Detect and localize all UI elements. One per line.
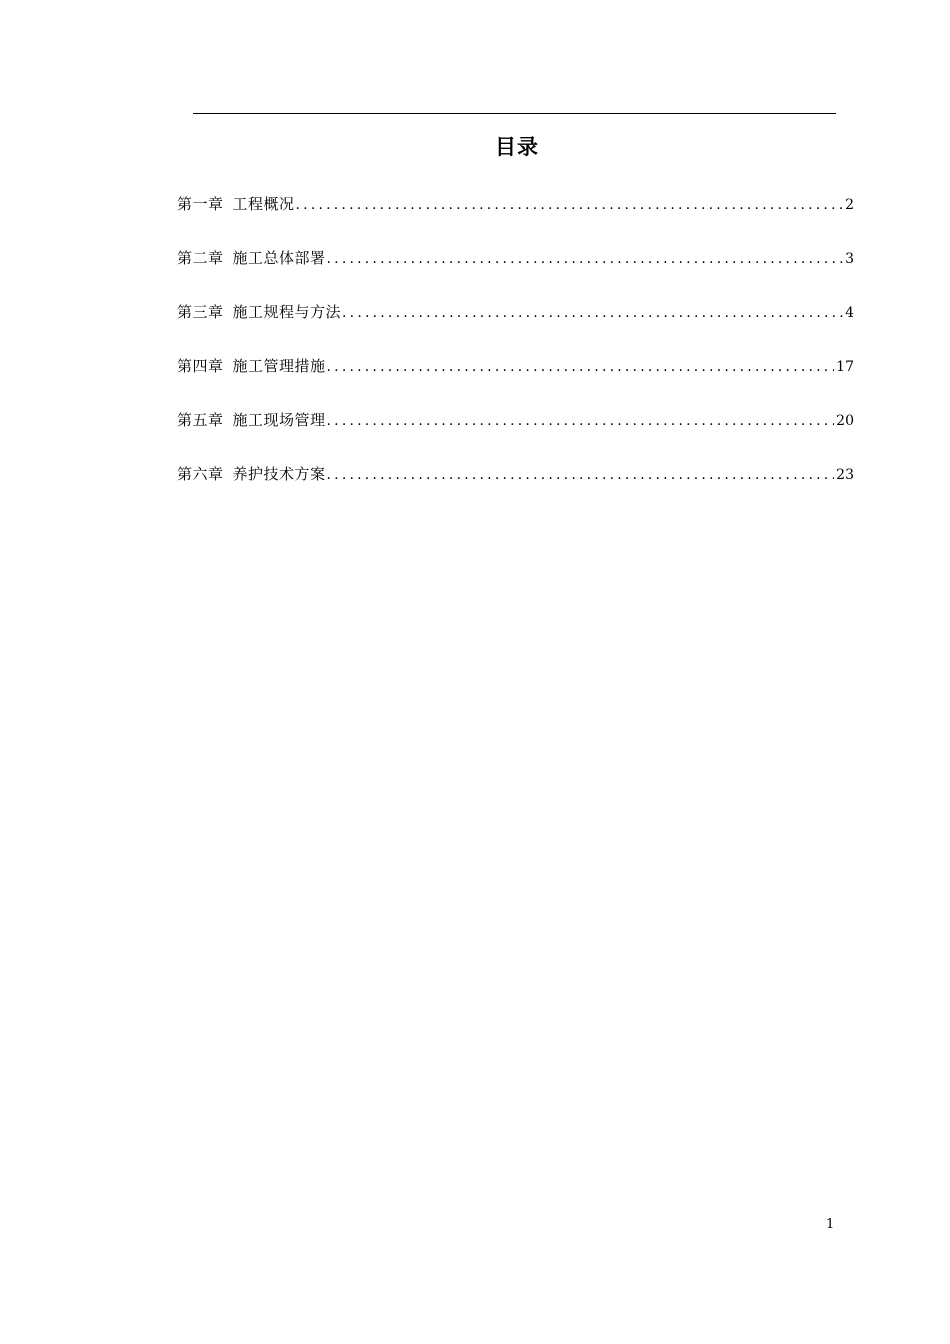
toc-page-number: 2 bbox=[845, 197, 854, 213]
page-number: 1 bbox=[826, 1217, 835, 1232]
toc-page-number: 3 bbox=[845, 251, 854, 267]
toc-dot-leader bbox=[327, 410, 835, 432]
toc-list bbox=[177, 193, 854, 517]
toc-chapter-label: 第五章 bbox=[177, 411, 224, 429]
toc-chapter-label: 第四章 bbox=[177, 357, 224, 375]
toc-chapter-label: 第二章 bbox=[177, 249, 224, 267]
toc-entry-1[interactable] bbox=[177, 193, 854, 247]
toc-dot-leader bbox=[296, 194, 844, 216]
toc-entry-title: 施工现场管理 bbox=[232, 411, 326, 429]
toc-entry-title: 施工规程与方法 bbox=[232, 303, 342, 321]
toc-entry-title: 施工管理措施 bbox=[232, 357, 326, 375]
toc-chapter-label: 第一章 bbox=[177, 195, 224, 213]
toc-dot-leader bbox=[342, 302, 843, 324]
toc-entry-title: 施工总体部署 bbox=[232, 249, 326, 267]
toc-entry-3[interactable] bbox=[177, 301, 854, 355]
toc-dot-leader bbox=[327, 248, 844, 270]
toc-page-number: 17 bbox=[836, 359, 854, 375]
toc-entry-title: 工程概况 bbox=[232, 195, 295, 213]
toc-entry-4[interactable] bbox=[177, 355, 854, 409]
toc-entry-2[interactable] bbox=[177, 247, 854, 301]
toc-entry-title: 养护技术方案 bbox=[232, 465, 326, 483]
toc-chapter-label: 第三章 bbox=[177, 303, 224, 321]
header-rule bbox=[193, 113, 836, 114]
toc-entry-6[interactable] bbox=[177, 463, 854, 517]
toc-title: 目录 bbox=[495, 135, 539, 159]
toc-page-number: 23 bbox=[836, 467, 854, 483]
toc-dot-leader bbox=[327, 464, 835, 486]
toc-entry-5[interactable] bbox=[177, 409, 854, 463]
toc-page-number: 4 bbox=[845, 305, 854, 321]
toc-dot-leader bbox=[327, 356, 835, 378]
toc-chapter-label: 第六章 bbox=[177, 465, 224, 483]
toc-page-number: 20 bbox=[836, 413, 854, 429]
